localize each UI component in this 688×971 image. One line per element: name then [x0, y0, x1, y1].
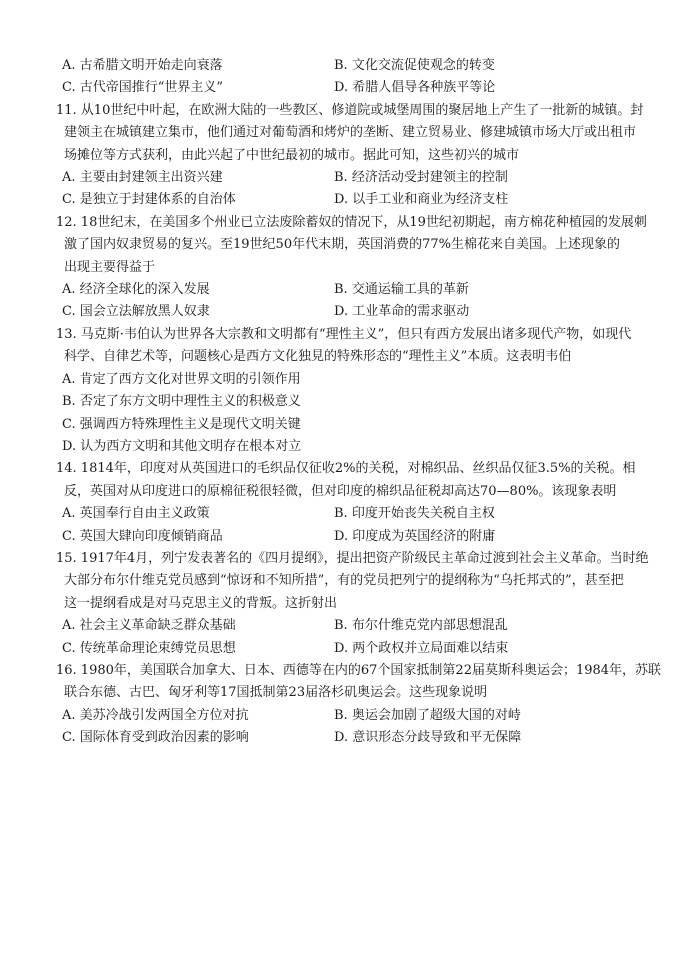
options-column — [56, 369, 644, 459]
stem-line: 13. 马克斯·韦伯认为世界各大宗教和文明都有“理性主义”，但只有西方发展出诸多现代产物，如现代 — [56, 326, 632, 342]
options-row — [56, 189, 644, 211]
question-16 — [56, 660, 662, 750]
stem-line: 11. 从10世纪中叶起，在欧洲大陆的一些教区、修道院或城堡周围的聚居地上产生了一批新的城镇。封 — [56, 102, 644, 118]
question-15 — [56, 548, 649, 660]
options-row — [56, 301, 644, 323]
option-a[interactable]: A. 美苏冷战引发两国全方位对抗 — [62, 707, 249, 723]
stem-line: 建领主在城镇建立集市，他们通过对葡萄酒和烤炉的垄断、建立贸易业、修建城镇市场大厅或出租市 — [64, 125, 637, 141]
option-c[interactable]: C. 古代帝国推行“世界主义” — [62, 80, 224, 96]
stem-line: 联合东德、古巴、匈牙利等17国抵制第23届洛杉矶奥运会。这些现象说明 — [64, 685, 488, 701]
option-a[interactable]: A. 主要由封建领主出资兴建 — [62, 170, 223, 186]
option-c[interactable]: C. 是独立于封建体系的自治体 — [62, 192, 236, 208]
options-row — [56, 77, 644, 99]
option-a[interactable]: A. 古希腊文明开始走向衰落 — [62, 58, 223, 73]
stem-line: 这一提纲看成是对马克思主义的背叛。这折射出 — [64, 595, 338, 611]
option-a[interactable]: A. 英国奉行自由主义政策 — [62, 506, 210, 522]
question-11 — [56, 100, 644, 212]
question-12 — [56, 212, 647, 324]
option-c[interactable]: C. 传统革命理论束缚党员思想 — [62, 640, 236, 656]
option-c[interactable]: C. 强调西方特殊理性主义是现代文明关键 — [62, 416, 301, 432]
options-row — [56, 705, 644, 727]
option-d[interactable]: D. 认为西方文明和其他文明存在根本对立 — [62, 438, 302, 454]
question-stem — [56, 548, 649, 615]
question-stem — [56, 660, 662, 705]
option-c[interactable]: C. 英国大肆向印度倾销商品 — [62, 528, 223, 544]
option-a[interactable]: A. 经济全球化的深入发展 — [62, 282, 210, 298]
option-b[interactable]: B. 经济活动受封建领主的控制 — [334, 170, 508, 186]
stem-line: 反，英国对从印度进口的原棉征税很轻微，但对印度的棉织品征税却高达70—80%。该现象表明 — [64, 483, 617, 499]
option-d[interactable]: D. 两个政权并立局面难以结束 — [334, 640, 509, 656]
stem-line: 16. 1980年，美国联合加拿大、日本、西德等在内的67个国家抵制第22届莫斯科奥运会；1984年，苏联 — [56, 662, 662, 678]
option-d[interactable]: D. 希腊人倡导各种族平等论 — [334, 80, 496, 96]
option-d[interactable]: D. 工业革命的需求驱动 — [334, 304, 470, 320]
stem-line: 出现主要得益于 — [64, 259, 156, 275]
question-13 — [56, 324, 644, 458]
stem-line: 激了国内奴隶贸易的复兴。至19世纪50年代末期，英国消费的77%生棉花来自美国。上述现象的 — [64, 237, 620, 253]
option-d[interactable]: D. 以手工业和商业为经济支柱 — [334, 192, 509, 208]
question-stem — [56, 100, 644, 167]
option-b[interactable]: B. 文化交流促使观念的转变 — [334, 58, 495, 73]
option-c[interactable]: C. 国会立法解放黑人奴隶 — [62, 304, 210, 320]
stem-line: 科学、自律艺术等，问题核心是西方文化独見的特殊形态的“理性主义”本质。这表明韦伯 — [64, 349, 572, 365]
option-d[interactable]: D. 印度成为英国经济的附庸 — [334, 528, 496, 544]
option-b[interactable]: B. 否定了东方文明中理性主义的积极意义 — [62, 394, 301, 410]
option-b[interactable]: B. 交通运输工具的革新 — [334, 282, 469, 298]
options-row — [56, 526, 644, 548]
question-stem — [56, 212, 647, 279]
options-row — [56, 55, 644, 77]
options-row — [56, 615, 644, 637]
option-b[interactable]: B. 印度开始丧失关税自主权 — [334, 506, 495, 522]
stem-line: 场摊位等方式获利，由此兴起了中世纪最初的城市。据此可知，这些初兴的城市 — [64, 147, 520, 163]
option-d[interactable]: D. 意识形态分歧导致和平无保障 — [334, 730, 522, 746]
options-row — [56, 638, 644, 660]
option-a[interactable]: A. 社会主义革命缺乏群众基础 — [62, 618, 236, 634]
stem-line: 大部分布尔什维克党员感到“惊讶和不知所措”，有的党员把列宁的提纲称为“乌托邦式的”，甚至把 — [64, 573, 624, 589]
question-10 — [56, 55, 644, 100]
option-a[interactable]: A. 肯定了西方文化对世界文明的引领作用 — [62, 371, 301, 387]
option-c[interactable]: C. 国际体育受到政治因素的影响 — [62, 730, 249, 746]
question-stem — [56, 324, 644, 369]
stem-line: 14. 1814年，印度对从英国进口的毛织品仅征收2%的关税，对棉织品、丝织品仅征3.5%的关税。相 — [56, 461, 636, 477]
stem-line: 15. 1917年4月，列宁发表著名的《四月提纲》，提出把资产阶级民主革命过渡到社会主义革命。当时绝 — [56, 550, 649, 566]
options-row — [56, 279, 644, 301]
option-b[interactable]: B. 布尔什维克党内部思想混乱 — [334, 618, 508, 634]
options-row — [56, 503, 644, 525]
question-stem — [56, 458, 644, 503]
option-b[interactable]: B. 奥运会加剧了超级大国的对峙 — [334, 707, 521, 723]
question-14 — [56, 458, 644, 548]
options-row — [56, 727, 644, 749]
stem-line: 12. 18世纪末，在美国多个州业已立法废除蓄奴的情况下，从19世纪初期起，南方棉花种植园的发展刺 — [56, 214, 647, 230]
options-row — [56, 167, 644, 189]
